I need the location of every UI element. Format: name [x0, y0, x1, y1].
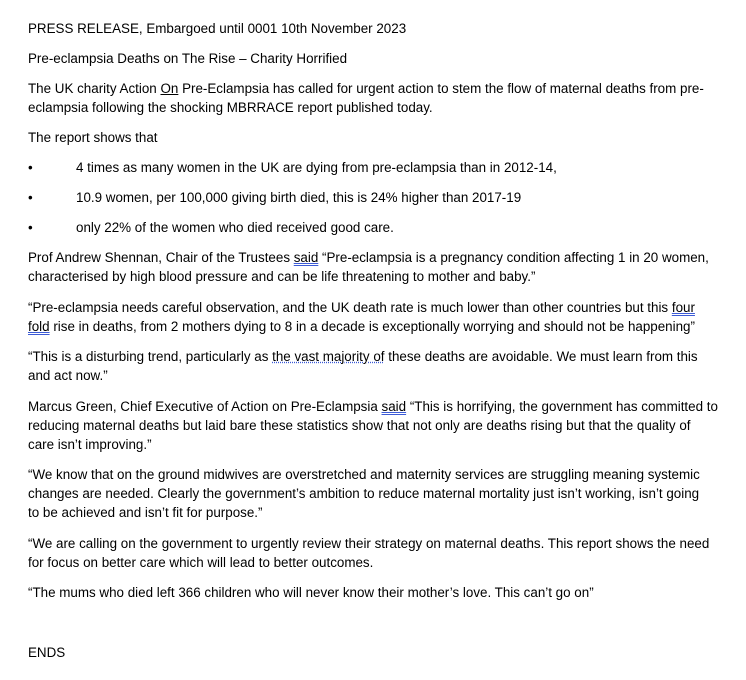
quote6-line: “The mums who died left 366 children who will never know their mother’s love. This can’t go on”	[28, 585, 594, 600]
document-title: Pre-eclampsia Deaths on The Rise – Charity Horrified	[28, 51, 348, 66]
green-line-2: reducing maternal deaths but laid bare these statistics show that not only are deaths rising but that the quality of	[28, 418, 691, 433]
intro-text-b: Pre-Eclampsia has called for urgent action to stem the flow of maternal deaths from pre-	[178, 81, 704, 96]
bullet-item	[28, 189, 728, 207]
quote2-word-four: four	[671, 300, 695, 315]
shennan-text-b: “Pre-eclampsia is a pregnancy condition affecting 1 in 20 women,	[318, 250, 709, 265]
quote2-line-1	[28, 299, 695, 317]
quote2-line-2	[28, 318, 695, 336]
bullet-text: 10.9 women, per 100,000 giving birth died, this is 24% higher than 2017-19	[76, 190, 522, 205]
intro-word-on: On	[160, 81, 179, 96]
report-lead: The report shows that	[28, 130, 158, 145]
quote3-phrase-majority: the vast majority of	[272, 349, 385, 364]
quote3-text-b: these deaths are avoidable. We must learn from this	[384, 349, 698, 364]
shennan-line-1	[28, 249, 709, 267]
green-text-b: “This is horrifying, the government has committed to	[406, 399, 718, 414]
green-line-1	[28, 398, 718, 416]
shennan-text-a: Prof Andrew Shennan, Chair of the Trustees	[28, 250, 294, 265]
quote2-text-a: “Pre-eclampsia needs careful observation, and the UK death rate is much lower than other countries but this	[28, 300, 672, 315]
green-line-3: care isn’t improving.”	[28, 437, 152, 452]
quote3-text-a: “This is a disturbing trend, particularly as	[28, 349, 273, 364]
shennan-line-2: characterised by high blood pressure and can be life threatening to mother and baby.”	[28, 269, 536, 284]
bullet-item	[28, 159, 728, 177]
press-release-heading: PRESS RELEASE, Embargoed until 0001 10th November 2023	[28, 21, 407, 36]
quote3-line-1	[28, 348, 698, 366]
ends-marker: ENDS	[28, 645, 66, 660]
bullet-item	[28, 219, 728, 237]
bullet-text: only 22% of the women who died received good care.	[76, 220, 394, 235]
quote4-line-2: changes are needed. Clearly the government’s ambition to reduce maternal mortality just isn’t working, isn’t going	[28, 486, 700, 501]
bullet-marker: •	[28, 190, 33, 205]
quote4-line-1: “We know that on the ground midwives are overstretched and maternity services are struggling meaning systemic	[28, 467, 700, 482]
green-text-a: Marcus Green, Chief Executive of Action on Pre-Eclampsia	[28, 399, 382, 414]
green-word-said: said	[381, 399, 407, 414]
quote3-line-2: and act now.”	[28, 368, 108, 383]
intro-line-2: eclampsia following the shocking MBRRACE report published today.	[28, 100, 433, 115]
intro-text-a: The UK charity Action	[28, 81, 161, 96]
quote5-line-2: for focus on better care which will lead to better outcomes.	[28, 555, 374, 570]
bullet-marker: •	[28, 160, 33, 175]
bullet-marker: •	[28, 220, 33, 235]
bullet-text: 4 times as many women in the UK are dying from pre-eclampsia than in 2012-14,	[76, 160, 557, 175]
intro-line-1	[28, 80, 704, 98]
quote4-line-3: to be achieved and isn’t fit for purpose.”	[28, 505, 263, 520]
quote2-word-fold: fold	[28, 319, 50, 334]
quote5-line-1: “We are calling on the government to urgently review their strategy on maternal deaths. This report shows the need	[28, 536, 710, 551]
quote2-text-b: rise in deaths, from 2 mothers dying to 8 in a decade is exceptionally worrying and should not be happening”	[49, 319, 695, 334]
shennan-word-said: said	[293, 250, 319, 265]
